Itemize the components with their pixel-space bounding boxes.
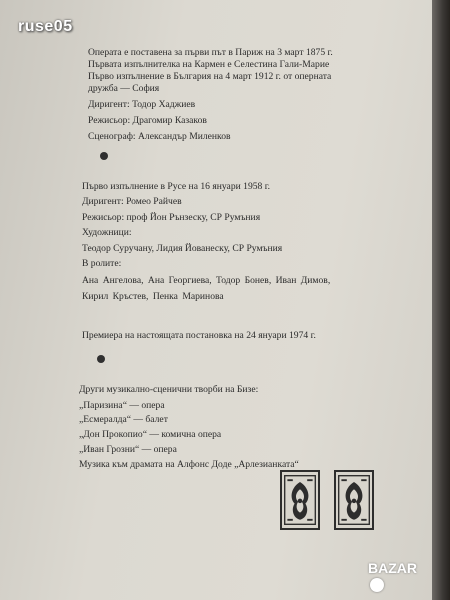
text-line: Кирил Кръстев, Пенка Маринова [82, 291, 224, 302]
text-line: Режисьор: проф Йон Рънзеску, СР Румъния [82, 212, 261, 223]
text-line: дружба — София [88, 83, 160, 94]
text-line: Операта е поставена за първи път в Париж на 3 март 1875 г. [88, 47, 333, 58]
ornament-left-icon [280, 470, 320, 530]
text-line: Други музикално-сценични творби на Бизе: [79, 384, 259, 395]
text-line: „Есмералда“ — балет [79, 414, 168, 425]
text-line: Теодор Суручану, Лидия Йованеску, СР Румъния [82, 243, 283, 254]
text-line: Първата изпълнителка на Кармен е Селестина Гали-Марие [88, 59, 330, 70]
bazar-badge [368, 560, 432, 592]
text-line: Първо изпълнение в Русе на 16 януари 1958 г. [82, 181, 270, 192]
text-line: Режисьор: Драгомир Казаков [88, 115, 207, 126]
text-line: Ана Ангелова, Ана Георгиева, Тодор Бонев, Иван Димов, [82, 275, 331, 286]
text-line: Първо изпълнение в България на 4 март 1912 г. от оперната [88, 71, 332, 82]
bazar-logo-icon [370, 578, 384, 592]
page-edge-shadow [432, 0, 450, 600]
watermark: ruse05 [18, 18, 73, 35]
bullet-dot [97, 355, 105, 363]
text-line: „Паризина“ — опера [79, 400, 165, 411]
premiere-line: Премиера на настоящата постановка на 24 януари 1974 г. [82, 330, 316, 341]
text-line: Диригент: Тодор Хаджиев [88, 99, 196, 110]
text-line: Диригент: Ромео Райчев [82, 196, 182, 207]
bullet-dot [100, 152, 108, 160]
ornament-right-icon [334, 470, 374, 530]
text-line: „Иван Грозни“ — опера [79, 444, 177, 455]
text-line: Музика към драмата на Алфонс Доде „Арлезианката“ [79, 459, 299, 470]
text-line: Художници: [82, 227, 132, 238]
text-line: В ролите: [82, 258, 122, 269]
text-line: Сценограф: Александър Миленков [88, 131, 231, 142]
text-line: „Дон Прокопио“ — комична опера [79, 429, 222, 440]
bazar-label: BAZAR [368, 560, 417, 576]
